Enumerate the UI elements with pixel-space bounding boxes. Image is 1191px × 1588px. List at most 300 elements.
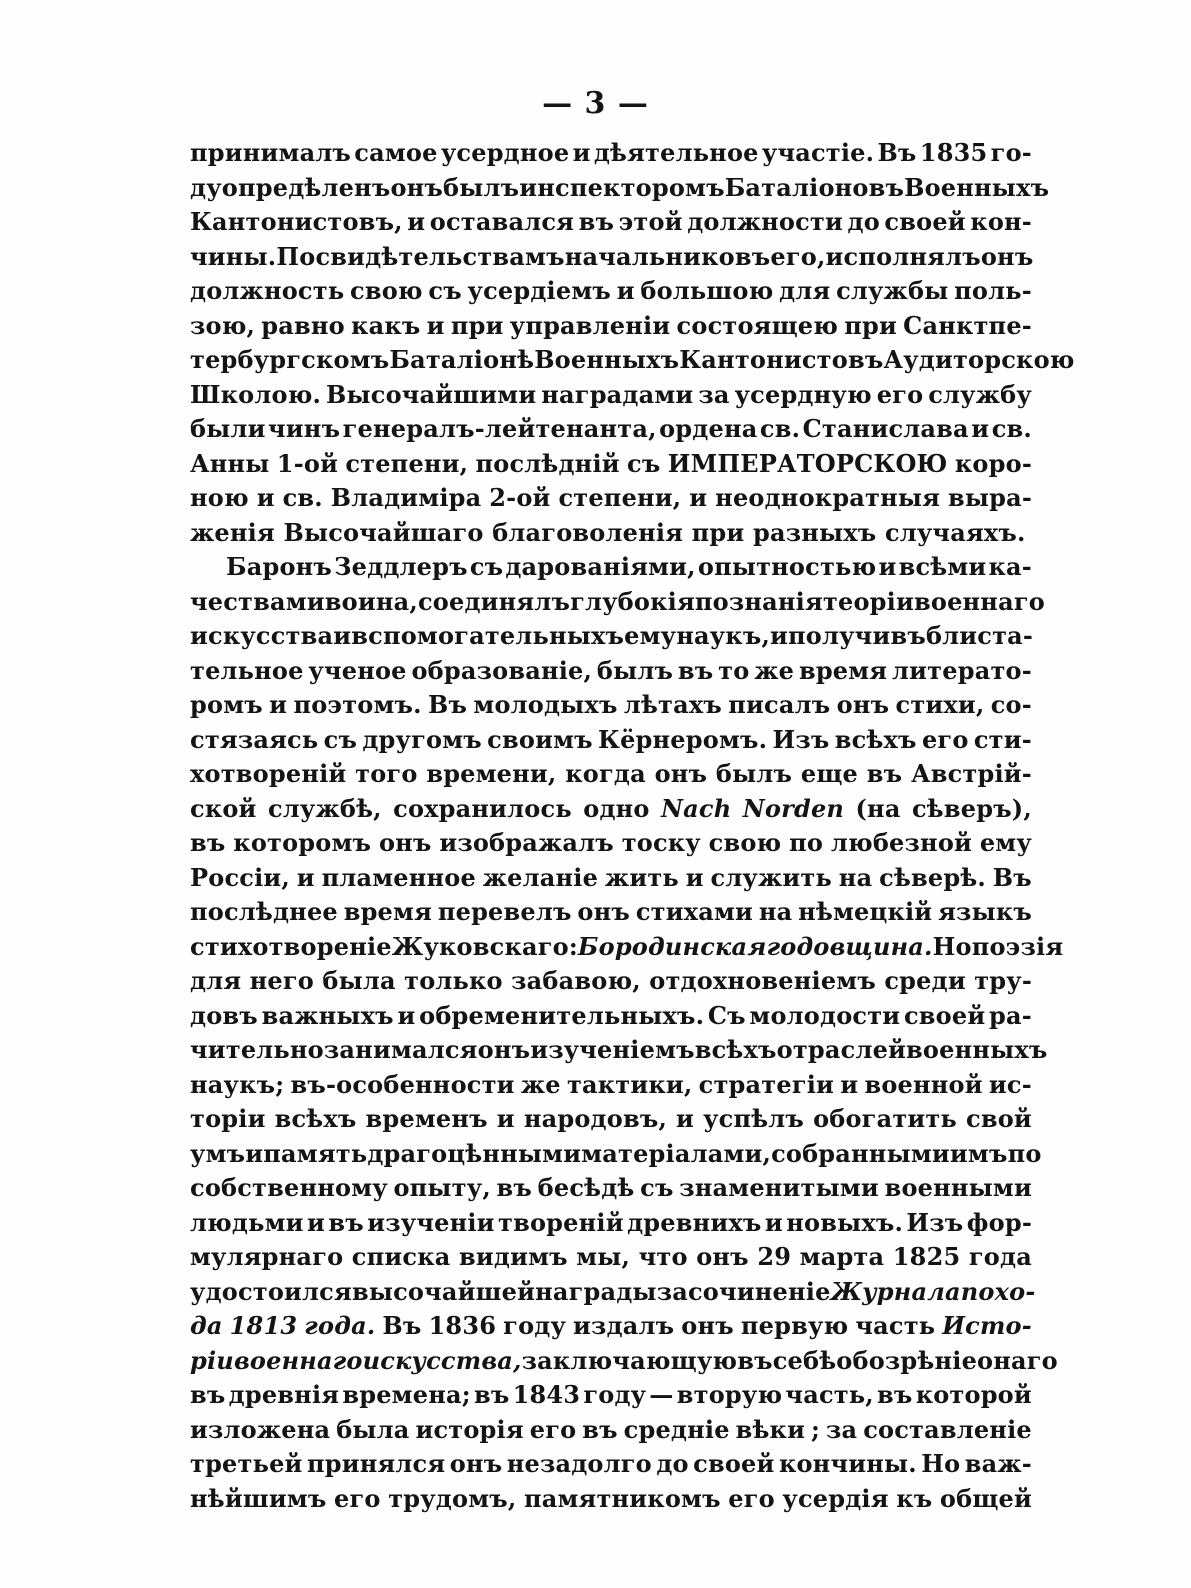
text-word: за xyxy=(825,1414,858,1444)
text-word: и xyxy=(407,207,426,236)
text-word: за xyxy=(698,379,730,409)
text-word: его xyxy=(921,724,969,754)
text-word: литерато- xyxy=(892,655,1032,685)
text-word: отраслей xyxy=(776,1035,907,1064)
text-word: и xyxy=(840,1069,859,1099)
text-word: поэзія xyxy=(971,931,1064,961)
text-word: участіе. xyxy=(761,138,875,167)
body-text xyxy=(190,136,1075,1516)
text-word: Кёрнеромъ. xyxy=(598,724,768,754)
text-word: онъ xyxy=(654,759,708,788)
text-word: въ xyxy=(328,1207,364,1237)
text-word: военными xyxy=(884,1173,1032,1202)
text-word: послѣднее xyxy=(190,897,338,926)
text-word: всѣхъ xyxy=(694,1035,777,1064)
text-word: Санктпе- xyxy=(903,310,1032,340)
text-word: была xyxy=(322,966,396,995)
text-line xyxy=(190,1344,1058,1379)
text-word: тактики, xyxy=(566,1069,693,1099)
text-word: да xyxy=(190,1311,223,1340)
text-word: Баталіоновъ xyxy=(724,172,905,202)
text-word: благоволенія xyxy=(492,517,684,547)
text-word: Изъ xyxy=(906,1207,964,1237)
text-word: ИМПЕРАТОРСКОЮ xyxy=(667,448,948,478)
text-word: въ xyxy=(578,207,615,236)
text-word: и xyxy=(296,862,315,892)
text-word: должность xyxy=(190,276,345,305)
text-word: ною xyxy=(190,483,249,512)
text-word: женія xyxy=(190,517,275,547)
text-word: воина, xyxy=(324,586,418,616)
text-word: третьей xyxy=(190,1449,303,1478)
text-word: знаменитыми xyxy=(679,1173,879,1202)
text-word: службу xyxy=(928,379,1032,409)
text-word: онъ xyxy=(477,1035,531,1064)
text-word: поль- xyxy=(954,276,1032,305)
text-word: своей xyxy=(903,1000,986,1030)
text-word: онъ xyxy=(681,1311,734,1340)
text-word: Австрій- xyxy=(910,759,1032,788)
text-word: ду xyxy=(190,172,222,202)
text-word: усердія xyxy=(782,1483,889,1513)
text-word: вторую xyxy=(676,1380,783,1409)
text-word: часть, xyxy=(785,1380,874,1409)
text-word: для xyxy=(779,276,831,305)
text-word: Баронъ xyxy=(226,552,333,581)
text-word: Анны xyxy=(190,448,270,478)
text-word: наукъ; xyxy=(190,1069,285,1099)
text-word: его xyxy=(529,1414,577,1444)
text-word: опытностью xyxy=(697,552,877,581)
text-word: награды xyxy=(535,1276,657,1306)
text-line xyxy=(190,792,1032,827)
text-word: го- xyxy=(990,138,1032,167)
text-word: желаніе xyxy=(482,862,599,892)
text-word: древнія xyxy=(228,1380,340,1409)
text-word: годовщина. xyxy=(766,931,933,961)
text-word: тельное xyxy=(190,655,304,685)
text-word: матеріалами, xyxy=(581,1138,772,1168)
text-word: отдохновеніемъ xyxy=(649,966,876,995)
text-word: съ xyxy=(323,724,358,754)
text-word: кончины. xyxy=(778,1449,917,1478)
text-word: Исто- xyxy=(942,1311,1032,1340)
text-word: Военныхъ xyxy=(904,172,1050,202)
text-word: свою xyxy=(708,828,782,857)
text-word: молодости xyxy=(749,1000,901,1030)
text-line xyxy=(190,1068,1032,1103)
text-word: тру- xyxy=(974,966,1032,995)
text-line xyxy=(190,205,1032,240)
text-word: Nach xyxy=(661,793,732,823)
text-word: наукъ, xyxy=(676,621,770,650)
text-word: пламенное xyxy=(321,862,476,892)
text-word: состоящею xyxy=(676,310,839,340)
text-line xyxy=(190,1206,1032,1241)
text-word: коро- xyxy=(954,448,1032,478)
text-word: въ xyxy=(190,1380,226,1409)
text-word: хотвореній xyxy=(190,759,347,788)
text-word: оставался xyxy=(429,207,575,236)
text-word: Зеддлеръ xyxy=(334,552,468,581)
text-word: нѣмецкій xyxy=(798,897,933,926)
text-word: глубокія xyxy=(570,586,695,616)
text-word: временъ xyxy=(365,1104,488,1133)
text-word: году xyxy=(503,1311,567,1340)
text-word: драгоцѣнными xyxy=(367,1138,582,1168)
text-word: Но xyxy=(932,931,972,961)
text-word: блиста- xyxy=(925,621,1034,650)
text-word: 1-ой xyxy=(276,448,339,478)
text-word: былъ xyxy=(443,172,520,202)
text-word: обременительныхъ. xyxy=(419,1000,705,1030)
text-word: выра- xyxy=(947,483,1032,512)
text-word: издалъ xyxy=(573,1311,675,1340)
text-word: всѣми xyxy=(898,552,987,581)
text-word: въ xyxy=(877,1380,913,1409)
text-word: Кантонистовъ, xyxy=(190,207,403,236)
text-word: всѣхъ xyxy=(274,1104,357,1133)
text-word: составленіе xyxy=(863,1414,1032,1444)
text-word: и xyxy=(878,552,897,581)
text-word: любезной xyxy=(830,828,973,857)
text-word: до xyxy=(847,207,880,236)
text-line xyxy=(190,1171,1032,1206)
text-word: 1825 xyxy=(892,1242,961,1271)
text-line xyxy=(190,412,1032,447)
text-word: обогатить xyxy=(813,1104,957,1133)
text-word: дѣятельное xyxy=(593,138,759,167)
text-word: въ xyxy=(496,1173,533,1202)
text-word: онъ xyxy=(836,690,890,719)
text-word: ской xyxy=(190,793,257,823)
text-word: занимался xyxy=(323,1035,478,1064)
text-word: лѣтахъ xyxy=(623,690,722,719)
text-word: какъ xyxy=(351,310,421,340)
text-word: удостоился xyxy=(190,1276,352,1306)
text-word: похо- xyxy=(960,1276,1036,1306)
text-word: усердіемъ xyxy=(467,276,611,305)
text-word: часть xyxy=(855,1311,936,1340)
text-word: ему xyxy=(979,828,1032,857)
text-line xyxy=(190,999,1032,1034)
text-word: неоднократныя xyxy=(715,483,941,512)
text-word: чествами xyxy=(190,586,325,616)
text-word: и xyxy=(245,1138,264,1168)
text-word: чины. xyxy=(190,241,277,271)
text-word: памятникомъ xyxy=(523,1483,721,1513)
text-word: Станислава xyxy=(802,414,969,443)
text-word: военныхъ xyxy=(906,1035,1048,1064)
page-number: — 3 — xyxy=(542,86,649,121)
text-word: ученое xyxy=(308,655,407,685)
text-word: случаяхъ. xyxy=(884,517,1026,547)
text-word: изображалъ xyxy=(439,828,614,857)
text-line xyxy=(190,1447,1032,1482)
text-word: съ xyxy=(428,276,462,305)
text-word: стихи, xyxy=(895,690,985,719)
text-line xyxy=(190,895,1032,930)
text-word: усердное xyxy=(440,138,570,167)
text-word: вспомогательныхъ xyxy=(351,621,625,650)
text-word: кон- xyxy=(970,207,1032,236)
text-word: усердную xyxy=(734,379,872,409)
text-word: изученіи xyxy=(367,1207,495,1237)
text-word: къ xyxy=(896,1483,933,1513)
text-line xyxy=(190,826,1032,861)
text-word: ис- xyxy=(988,1069,1032,1099)
text-line xyxy=(190,930,1064,965)
text-word: еще xyxy=(800,759,858,788)
text-word: себѣ xyxy=(772,1345,837,1375)
text-word: образованіе, xyxy=(411,655,593,685)
text-line xyxy=(190,481,1032,516)
text-word: 1836 xyxy=(428,1311,497,1340)
text-word: служить xyxy=(710,862,832,892)
text-word: же xyxy=(520,1069,561,1099)
text-line xyxy=(190,1102,1032,1137)
text-word: Баталіонѣ xyxy=(389,345,535,374)
text-line xyxy=(190,1482,1032,1517)
text-word: свой xyxy=(966,1104,1032,1133)
text-word: ріи xyxy=(190,1345,234,1375)
text-word: — xyxy=(649,1380,674,1409)
text-word: должности xyxy=(687,207,844,236)
text-word: трудомъ, xyxy=(388,1483,517,1513)
text-word: Россіи, xyxy=(190,862,290,892)
text-word: онаго xyxy=(977,1345,1058,1375)
text-word: своей xyxy=(693,1449,775,1478)
text-word: искусства, xyxy=(362,1345,522,1375)
text-word: сочиненіе xyxy=(687,1276,831,1306)
text-word: до xyxy=(656,1449,689,1478)
text-word: бесѣдѣ xyxy=(537,1173,635,1202)
text-word: Кантонистовъ xyxy=(679,345,884,374)
text-word: ка- xyxy=(988,552,1032,581)
text-word: свидѣтельствамъ xyxy=(315,241,565,271)
text-word: опредѣленъ xyxy=(221,172,391,202)
text-word: его, xyxy=(770,241,826,271)
text-word: время xyxy=(343,897,433,926)
text-word: перевелъ xyxy=(437,897,572,926)
text-word: большою xyxy=(640,276,774,305)
text-word: и xyxy=(269,690,288,719)
text-word: онъ xyxy=(449,1449,503,1478)
text-word: то xyxy=(718,655,750,685)
text-line xyxy=(190,723,1032,758)
text-word: жить xyxy=(604,862,679,892)
text-word: стязаясь xyxy=(190,724,319,754)
text-word: Изъ xyxy=(772,724,830,754)
text-word: принималъ xyxy=(190,138,352,167)
text-word: Въ xyxy=(382,1311,422,1340)
text-word: 1843 xyxy=(512,1380,581,1409)
text-word: разныхъ xyxy=(752,517,877,547)
text-word: чинъ xyxy=(268,414,341,443)
text-word: начальниковъ xyxy=(564,241,771,271)
text-word: Жуковскаго: xyxy=(391,931,578,961)
text-word: по xyxy=(1007,1138,1042,1168)
text-word: генералъ-лейтенанта, xyxy=(342,414,657,443)
text-word: со- xyxy=(990,690,1032,719)
text-word: По xyxy=(276,241,316,271)
text-word: нѣйшимъ xyxy=(190,1483,327,1513)
text-word: послѣдній xyxy=(475,448,620,478)
text-word: сѣверъ), xyxy=(911,793,1032,823)
text-line xyxy=(190,378,1032,413)
text-word: тоску xyxy=(621,828,701,857)
text-word: и xyxy=(764,1207,783,1237)
text-word: зою, xyxy=(190,310,256,340)
text-word: стратегіи xyxy=(698,1069,835,1099)
text-word: ра- xyxy=(989,1000,1032,1030)
text-word: фор- xyxy=(966,1207,1032,1237)
text-word: важныхъ xyxy=(261,1000,394,1030)
text-word: одно xyxy=(583,793,650,823)
text-word: исторія xyxy=(415,1414,524,1444)
text-word: новыхъ. xyxy=(786,1207,904,1237)
text-word: торіи xyxy=(190,1104,266,1133)
text-word: года. xyxy=(304,1311,376,1340)
text-word: Въ xyxy=(877,138,917,167)
text-word: былъ xyxy=(715,759,793,788)
text-word: на xyxy=(838,862,873,892)
text-word: общей xyxy=(939,1483,1032,1513)
text-word: Высочайшими xyxy=(326,379,537,409)
text-word: Norden xyxy=(742,793,845,823)
text-word: стихами xyxy=(635,897,754,926)
text-word: обозрѣніе xyxy=(836,1345,978,1375)
text-word: наградами xyxy=(541,379,694,409)
text-word: въ xyxy=(866,759,903,788)
text-line xyxy=(190,585,1045,620)
text-word: народовъ, xyxy=(523,1104,667,1133)
text-word: Но xyxy=(921,1449,961,1478)
text-word: заключающую xyxy=(521,1345,738,1375)
text-line xyxy=(190,964,1032,999)
text-word: искусства xyxy=(190,621,334,650)
text-word: писалъ xyxy=(728,690,831,719)
text-word: вѣки xyxy=(735,1414,806,1444)
text-word: онъ xyxy=(577,897,630,926)
text-line xyxy=(190,757,1032,792)
text-line xyxy=(190,1240,1032,1275)
text-word: среди xyxy=(884,966,966,995)
text-word: его xyxy=(876,379,924,409)
text-word: въ-особенности xyxy=(290,1069,515,1099)
text-line xyxy=(190,1033,1048,1068)
text-word: въ xyxy=(473,1380,510,1409)
text-line xyxy=(190,861,1032,896)
text-word: св. xyxy=(282,483,323,512)
text-word: онъ xyxy=(378,828,432,857)
text-word: военнаго xyxy=(913,586,1045,616)
text-word: того xyxy=(355,759,418,788)
text-word: забавою, xyxy=(511,966,641,995)
text-line xyxy=(190,1275,1036,1310)
text-line xyxy=(190,171,1050,206)
text-word: собственному xyxy=(190,1173,388,1202)
text-word: военнаго xyxy=(233,1345,363,1375)
text-word: онъ xyxy=(980,241,1034,271)
text-word: степени, xyxy=(558,483,682,512)
text-word: времена; xyxy=(342,1380,471,1409)
text-word: и xyxy=(572,138,591,167)
text-word: дарованіями, xyxy=(505,552,696,581)
text-word: своимъ xyxy=(487,724,593,754)
text-line xyxy=(190,343,1075,378)
text-line xyxy=(190,1137,1042,1172)
text-word: которой xyxy=(915,1380,1032,1409)
text-line xyxy=(190,654,1032,689)
text-word: и xyxy=(397,1000,416,1030)
text-word: высочайшей xyxy=(351,1276,536,1306)
text-word: времени, xyxy=(426,759,557,788)
text-word: изложена xyxy=(190,1414,331,1444)
text-word: исполнялъ xyxy=(825,241,981,271)
text-word: св. xyxy=(991,414,1032,443)
text-word: что xyxy=(638,1242,688,1271)
text-word: мулярнаго xyxy=(190,1242,344,1271)
text-word: сохранилось xyxy=(393,793,572,823)
text-line xyxy=(190,619,1032,654)
text-word: при xyxy=(844,310,897,340)
text-word: первую xyxy=(740,1311,849,1340)
text-word: ; xyxy=(811,1414,821,1444)
text-word: тербургскомъ xyxy=(190,345,390,374)
text-line xyxy=(190,240,1032,275)
text-word: же xyxy=(754,655,795,685)
text-word: и xyxy=(689,483,708,512)
text-word: и xyxy=(685,862,704,892)
text-word: съ xyxy=(627,448,661,478)
text-line xyxy=(190,447,1032,482)
text-word: и xyxy=(676,1104,695,1133)
text-word: всѣхъ xyxy=(834,724,917,754)
text-word: его xyxy=(728,1483,775,1513)
text-word: имъ xyxy=(949,1138,1008,1168)
text-word: молодыхъ xyxy=(473,690,618,719)
text-word: Въ xyxy=(992,862,1032,892)
text-word: былъ xyxy=(596,655,674,685)
text-word: изученіемъ xyxy=(530,1035,695,1064)
text-word: году xyxy=(583,1380,647,1409)
text-word: Съ xyxy=(707,1000,746,1030)
text-word: Школою. xyxy=(190,379,322,409)
text-word: древнихъ xyxy=(627,1207,762,1237)
text-word: военной xyxy=(864,1069,983,1099)
text-word: Владиміра xyxy=(330,483,482,512)
text-word: (на xyxy=(855,793,901,823)
text-word: и xyxy=(307,1207,326,1237)
text-word: него xyxy=(249,966,314,995)
text-word: довъ xyxy=(190,1000,258,1030)
text-word: въ xyxy=(677,655,714,685)
text-word: степени, xyxy=(345,448,469,478)
text-word: 2-ой xyxy=(489,483,551,512)
text-line xyxy=(190,1378,1032,1413)
text-word: въ xyxy=(582,1414,618,1444)
text-word: Аудиторскою xyxy=(883,345,1075,374)
text-word: были xyxy=(190,414,266,443)
text-line xyxy=(190,274,1032,309)
text-word: въ xyxy=(737,1345,773,1375)
text-word: 1813 xyxy=(229,1311,298,1340)
text-word: св. xyxy=(759,414,801,443)
text-word: ему xyxy=(624,621,677,650)
text-word: при xyxy=(691,517,745,547)
text-word: инспекторомъ xyxy=(519,172,725,202)
